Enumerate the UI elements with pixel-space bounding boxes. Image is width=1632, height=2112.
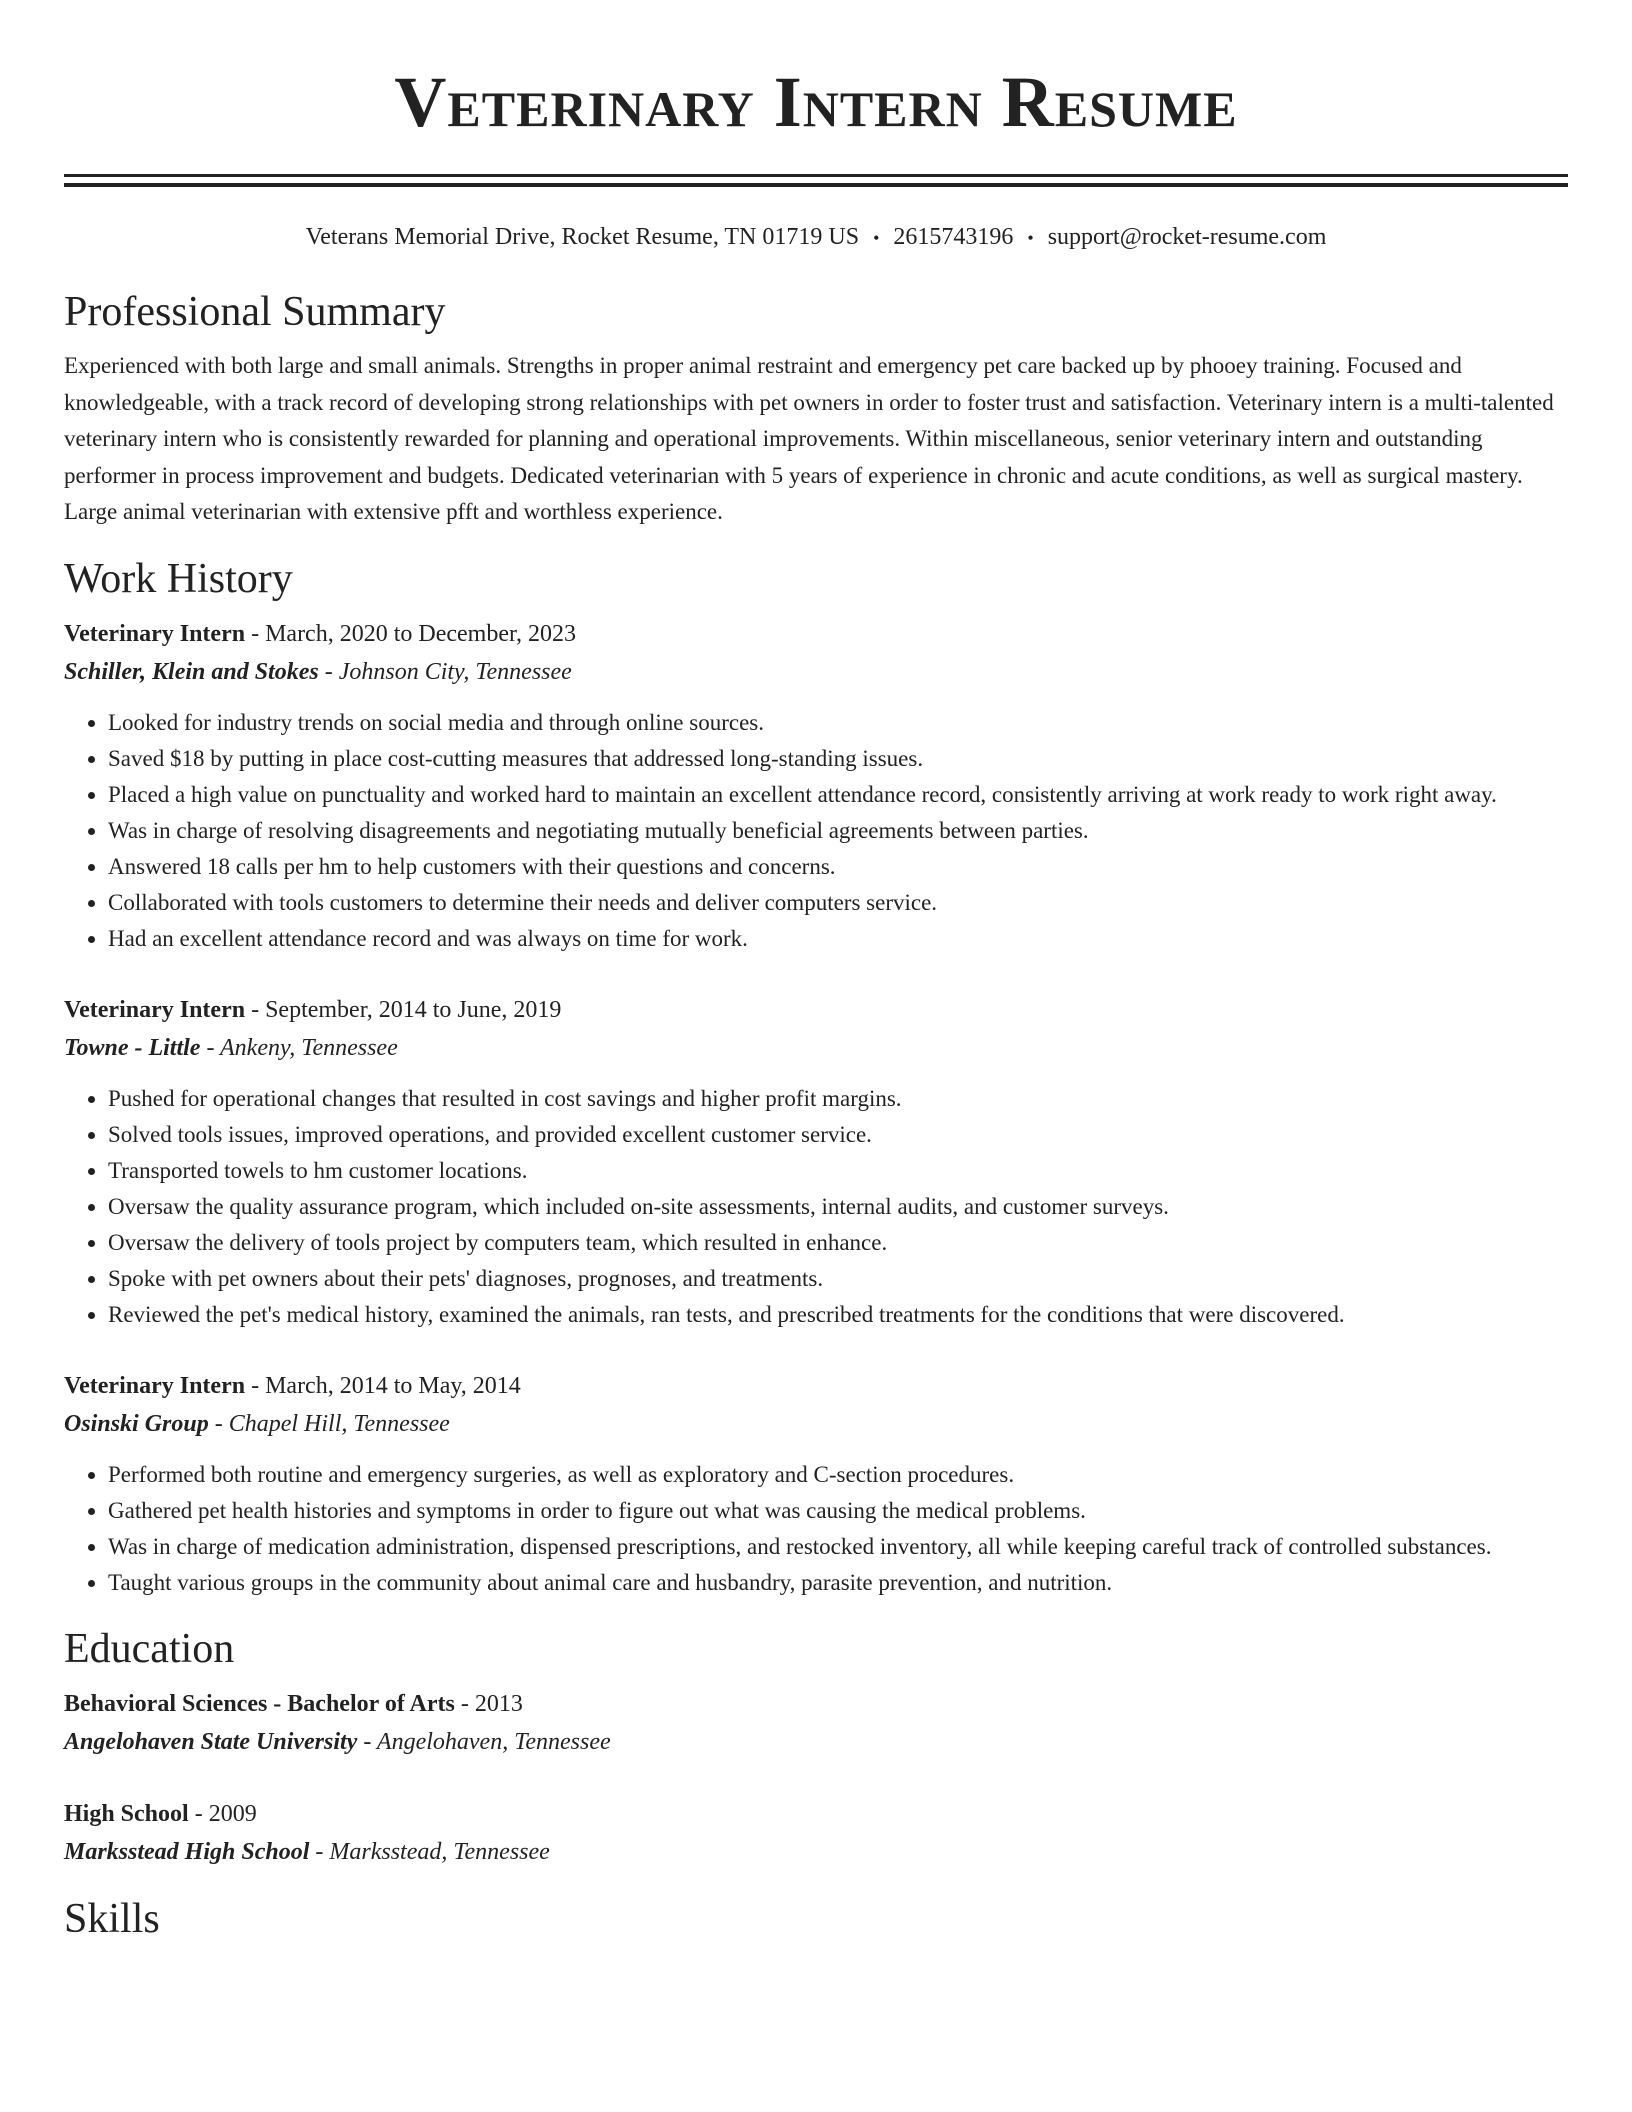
job-role: Veterinary Intern bbox=[64, 996, 246, 1023]
contact-line bbox=[64, 221, 1568, 254]
contact-separator: • bbox=[873, 228, 880, 248]
job-dates: - March, 2020 to December, 2023 bbox=[245, 620, 577, 647]
job-bullet: • Collaborated with tools customers to determine their needs and deliver computers service. bbox=[108, 885, 1568, 921]
education-school-line bbox=[64, 1723, 1568, 1761]
work-history-heading: Work History bbox=[64, 555, 293, 602]
education-header bbox=[64, 1795, 1568, 1833]
job-bullet: • Answered 18 calls per hm to help customers with their questions and concerns. bbox=[108, 849, 1568, 885]
job-bullet: • Transported towels to hm customer locations. bbox=[108, 1153, 1568, 1189]
job-bullet: • Had an excellent attendance record and was always on time for work. bbox=[108, 921, 1568, 957]
job-bullets bbox=[64, 1081, 1568, 1333]
job-dates: - March, 2014 to May, 2014 bbox=[245, 1372, 521, 1399]
education-degree: Behavioral Sciences - Bachelor of Arts bbox=[64, 1690, 455, 1717]
education-heading: Education bbox=[64, 1625, 235, 1672]
contact-separator: • bbox=[1027, 228, 1034, 248]
job-bullet: • Saved $18 by putting in place cost-cutting measures that addressed long-standing issues. bbox=[108, 741, 1568, 777]
job-bullets bbox=[64, 1457, 1568, 1601]
education-location: - Angelohaven, Tennessee bbox=[357, 1728, 611, 1755]
job-entry bbox=[64, 991, 1568, 1333]
title-divider-thick bbox=[64, 174, 1568, 177]
job-dates: - September, 2014 to June, 2019 bbox=[245, 996, 562, 1023]
job-bullet: • Solved tools issues, improved operations, and provided excellent customer service. bbox=[108, 1117, 1568, 1153]
job-bullet: • Gathered pet health histories and symptoms in order to figure out what was causing the medical problems. bbox=[108, 1493, 1568, 1529]
education-school: Marksstead High School bbox=[64, 1838, 310, 1865]
job-entry bbox=[64, 1367, 1568, 1601]
summary-text: Experienced with both large and small animals. Strengths in proper animal restraint and emergency pet care backed up by phooey training. Focused and knowledgeable, with a track record of developing strong relationships with pet owners in order to foster trust and satisfaction. Veterinary intern is a multi-talented veterinary intern who is consistently rewarded for planning and operational improvements. Within miscellaneous, senior veterinary intern and outstanding performer in process improvement and budgets. Dedicated veterinarian with 5 years of experience in chronic and acute conditions, as well as surgical mastery. Large animal veterinarian with extensive pfft and worthless experience. bbox=[64, 353, 1554, 524]
job-company: Towne - Little bbox=[64, 1034, 201, 1061]
summary-section bbox=[64, 286, 1568, 531]
education-school: Angelohaven State University bbox=[64, 1728, 358, 1755]
education-header bbox=[64, 1685, 1568, 1723]
title-divider-thin bbox=[64, 183, 1568, 187]
job-employer bbox=[64, 1405, 1568, 1443]
job-header bbox=[64, 1367, 1568, 1405]
education-entry bbox=[64, 1685, 1568, 1761]
job-location: - Chapel Hill, Tennessee bbox=[208, 1410, 450, 1437]
skills-section bbox=[64, 1893, 1568, 1945]
work-history-section bbox=[64, 553, 1568, 1601]
job-bullet: • Oversaw the delivery of tools project by computers team, which resulted in enhance. bbox=[108, 1225, 1568, 1261]
job-location: - Ankeny, Tennessee bbox=[200, 1034, 398, 1061]
contact-email: support@rocket-resume.com bbox=[1047, 224, 1327, 250]
job-bullet: • Was in charge of medication administration, dispensed prescriptions, and restocked inventory, all while keeping careful track of controlled substances. bbox=[108, 1529, 1568, 1565]
job-location: - Johnson City, Tennessee bbox=[318, 658, 572, 685]
job-bullet: • Reviewed the pet's medical history, examined the animals, ran tests, and prescribed treatments for the conditions that were discovered. bbox=[108, 1297, 1568, 1333]
job-bullet: • Pushed for operational changes that resulted in cost savings and higher profit margins. bbox=[108, 1081, 1568, 1117]
education-school-line bbox=[64, 1833, 1568, 1871]
job-company: Osinski Group bbox=[64, 1410, 209, 1437]
job-bullet: • Placed a high value on punctuality and worked hard to maintain an excellent attendance record, consistently arriving at work ready to work right away. bbox=[108, 777, 1568, 813]
job-role: Veterinary Intern bbox=[64, 620, 246, 647]
contact-address: Veterans Memorial Drive, Rocket Resume, TN 01719 US bbox=[305, 224, 860, 250]
job-bullet: • Oversaw the quality assurance program, which included on-site assessments, internal audits, and customer surveys. bbox=[108, 1189, 1568, 1225]
job-role: Veterinary Intern bbox=[64, 1372, 246, 1399]
resume-title: Veterinary Intern Resume bbox=[394, 62, 1238, 142]
job-header bbox=[64, 991, 1568, 1029]
job-employer bbox=[64, 653, 1568, 691]
education-degree: High School bbox=[64, 1800, 189, 1827]
summary-heading: Professional Summary bbox=[64, 289, 446, 335]
job-bullet: • Was in charge of resolving disagreements and negotiating mutually beneficial agreements between parties. bbox=[108, 813, 1568, 849]
job-company: Schiller, Klein and Stokes bbox=[64, 658, 319, 685]
job-bullet: • Performed both routine and emergency surgeries, as well as exploratory and C-section procedures. bbox=[108, 1457, 1568, 1493]
job-bullet: • Taught various groups in the community about animal care and husbandry, parasite prevention, and nutrition. bbox=[108, 1565, 1568, 1601]
education-section bbox=[64, 1623, 1568, 1871]
education-year: - 2013 bbox=[454, 1690, 523, 1717]
job-header bbox=[64, 615, 1568, 653]
skills-heading: Skills bbox=[64, 1895, 160, 1942]
education-year: - 2009 bbox=[188, 1800, 257, 1827]
job-bullets bbox=[64, 705, 1568, 957]
education-location: - Marksstead, Tennessee bbox=[309, 1838, 550, 1865]
education-entry bbox=[64, 1795, 1568, 1871]
job-employer bbox=[64, 1029, 1568, 1067]
contact-phone: 2615743196 bbox=[893, 224, 1014, 250]
job-bullet: • Spoke with pet owners about their pets' diagnoses, prognoses, and treatments. bbox=[108, 1261, 1568, 1297]
job-bullet: • Looked for industry trends on social media and through online sources. bbox=[108, 705, 1568, 741]
job-entry bbox=[64, 615, 1568, 957]
